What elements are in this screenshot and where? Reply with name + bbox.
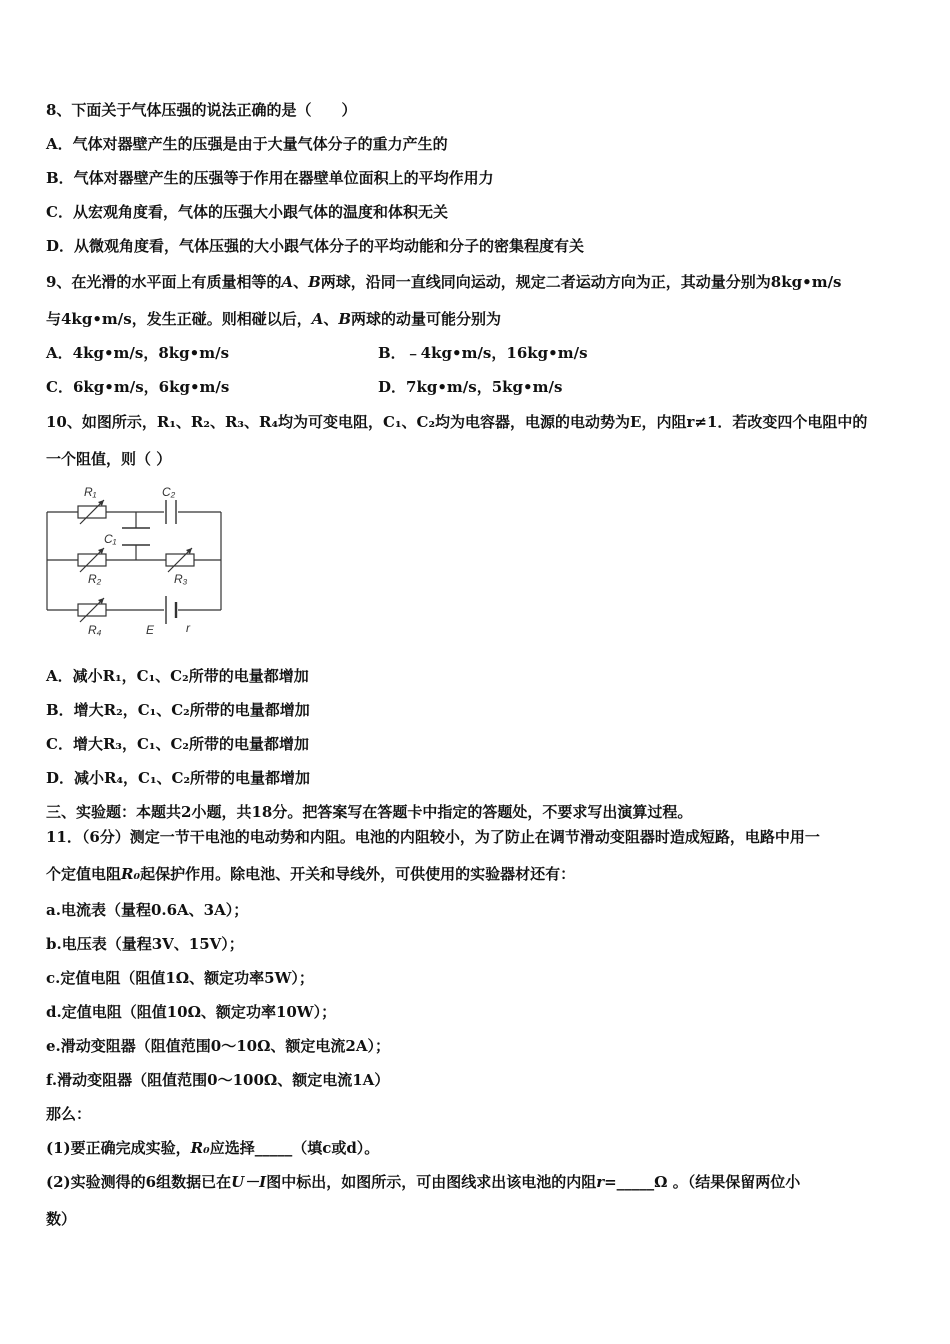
- q9-sep: 、: [323, 310, 339, 328]
- q8-option-b: B．气体对器壁产生的压强等于作用在器壁单位面积上的平均作用力: [46, 169, 494, 187]
- q11-item-d: d.定值电阻（阻值10Ω、额定功率10W）；: [46, 1003, 337, 1021]
- q8-option-c: C．从宏观角度看，气体的压强大小跟气体的温度和体积无关: [46, 203, 448, 221]
- resistor-r2: [78, 548, 106, 572]
- q10-option-b: B．增大R₂，C₁、C₂所带的电量都增加: [46, 701, 310, 719]
- ui-symbol: U－I: [231, 1173, 267, 1191]
- q11-item-f: f.滑动变阻器（阻值范围0～100Ω、额定电流1A）: [46, 1071, 390, 1089]
- q11-text: 起保护作用。除电池、开关和导线外，可供使用的实验器材还有：: [140, 865, 576, 883]
- r0-symbol: R₀: [190, 1139, 210, 1157]
- q11-sub1: [46, 1138, 379, 1158]
- q11-item-c: c.定值电阻（阻值1Ω、额定功率5W）；: [46, 969, 314, 987]
- q9-text: 与4kg•m/s，发生正碰。则相碰以后，: [46, 310, 312, 328]
- circuit-diagram: [40, 476, 230, 641]
- q9-text: 9、在光滑的水平面上有质量相等的: [46, 273, 282, 291]
- q9-option-d: D．7kg•m/s，5kg•m/s: [378, 378, 563, 396]
- q11-then: 那么：: [46, 1105, 92, 1123]
- ball-a-label: A: [281, 273, 294, 291]
- q10-stem-line2: 一个阻值，则（ ）: [46, 450, 172, 468]
- q11-sub2-cont: 数）: [46, 1210, 77, 1228]
- q11-item-a: a.电流表（量程0.6A、3A）；: [46, 901, 249, 919]
- label-e: E: [146, 623, 155, 637]
- q8-option-a: A．气体对器壁产生的压强是由于大量气体分子的重力产生的: [46, 135, 448, 153]
- ball-a-label: A: [311, 310, 324, 328]
- ball-b-label: B: [338, 310, 352, 328]
- q11-text: 个定值电阻: [46, 865, 122, 883]
- q9-option-c: C．6kg•m/s，6kg•m/s: [46, 378, 230, 396]
- q11-text: 应选择_____（填c或d）。: [209, 1139, 380, 1157]
- q9-text: 两球，沿同一直线同向运动，规定二者运动方向为正，其动量分别为8kg•m/s: [320, 273, 842, 291]
- q11-stem-line1: 11．（6分）测定一节干电池的电动势和内阻。电池的内阻较小，为了防止在调节滑动变阻器时造成短路，电路中用一: [46, 828, 820, 846]
- q11-item-e: e.滑动变阻器（阻值范围0～10Ω、额定电流2A）；: [46, 1037, 391, 1055]
- q11-item-b: b.电压表（量程3V、15V）；: [46, 935, 244, 953]
- q10-option-c: C．增大R₃，C₁、C₂所带的电量都增加: [46, 735, 309, 753]
- label-c1: C₁: [104, 532, 117, 546]
- q9-option-b: B．﹣4kg•m/s，16kg•m/s: [378, 344, 588, 362]
- q9-stem-line2: [46, 309, 501, 329]
- q11-text: 图中标出，如图所示，可由图线求出该电池的内阻: [266, 1173, 597, 1191]
- q10-option-a: A．减小R₁，C₁、C₂所带的电量都增加: [46, 667, 309, 685]
- q8-option-d: D．从微观角度看，气体压强的大小跟气体分子的平均动能和分子的密集程度有关: [46, 237, 585, 255]
- label-r2: R₂: [88, 572, 102, 586]
- resistor-r1: [78, 500, 106, 524]
- resistor-r4: [78, 598, 106, 622]
- section-heading: 三、实验题：本题共2小题，共18分。把答案写在答题卡中指定的答题处，不要求写出演算过程。: [46, 803, 693, 821]
- q11-text: (1)要正确完成实验，: [46, 1139, 191, 1157]
- q8-stem: 8、下面关于气体压强的说法正确的是（ ）: [46, 101, 357, 119]
- capacitor-c1: [122, 528, 150, 545]
- q11-stem-line2: [46, 864, 575, 884]
- resistor-r3: [166, 548, 194, 572]
- q11-sub2: [46, 1172, 800, 1192]
- q9-option-a: A．4kg•m/s，8kg•m/s: [46, 344, 230, 362]
- q11-text: (2)实验测得的6组数据已在: [46, 1173, 232, 1191]
- q11-text: =_____Ω 。（结果保留两位小: [604, 1173, 801, 1191]
- r-symbol: r: [596, 1173, 605, 1191]
- label-r1: R₁: [84, 485, 97, 499]
- label-r3: R₃: [174, 572, 188, 586]
- r0-symbol: R₀: [121, 865, 141, 883]
- q10-stem-line1: 10、如图所示，R₁、R₂、R₃、R₄均为可变电阻，C₁、C₂均为电容器，电源的电动势为E，内阻r≠1．若改变四个电阻中的: [46, 413, 868, 431]
- label-r4: R₄: [88, 623, 102, 637]
- q9-text: 两球的动量可能分别为: [351, 310, 502, 328]
- q9-sep: 、: [293, 273, 309, 291]
- label-c2: C₂: [162, 485, 176, 499]
- ball-b-label: B: [308, 273, 321, 291]
- q10-option-d: D．减小R₄，C₁、C₂所带的电量都增加: [46, 769, 311, 787]
- capacitor-c2: [164, 500, 178, 524]
- q9-stem-line1: [46, 272, 842, 292]
- label-r: r: [186, 621, 190, 635]
- battery-source: [164, 596, 178, 624]
